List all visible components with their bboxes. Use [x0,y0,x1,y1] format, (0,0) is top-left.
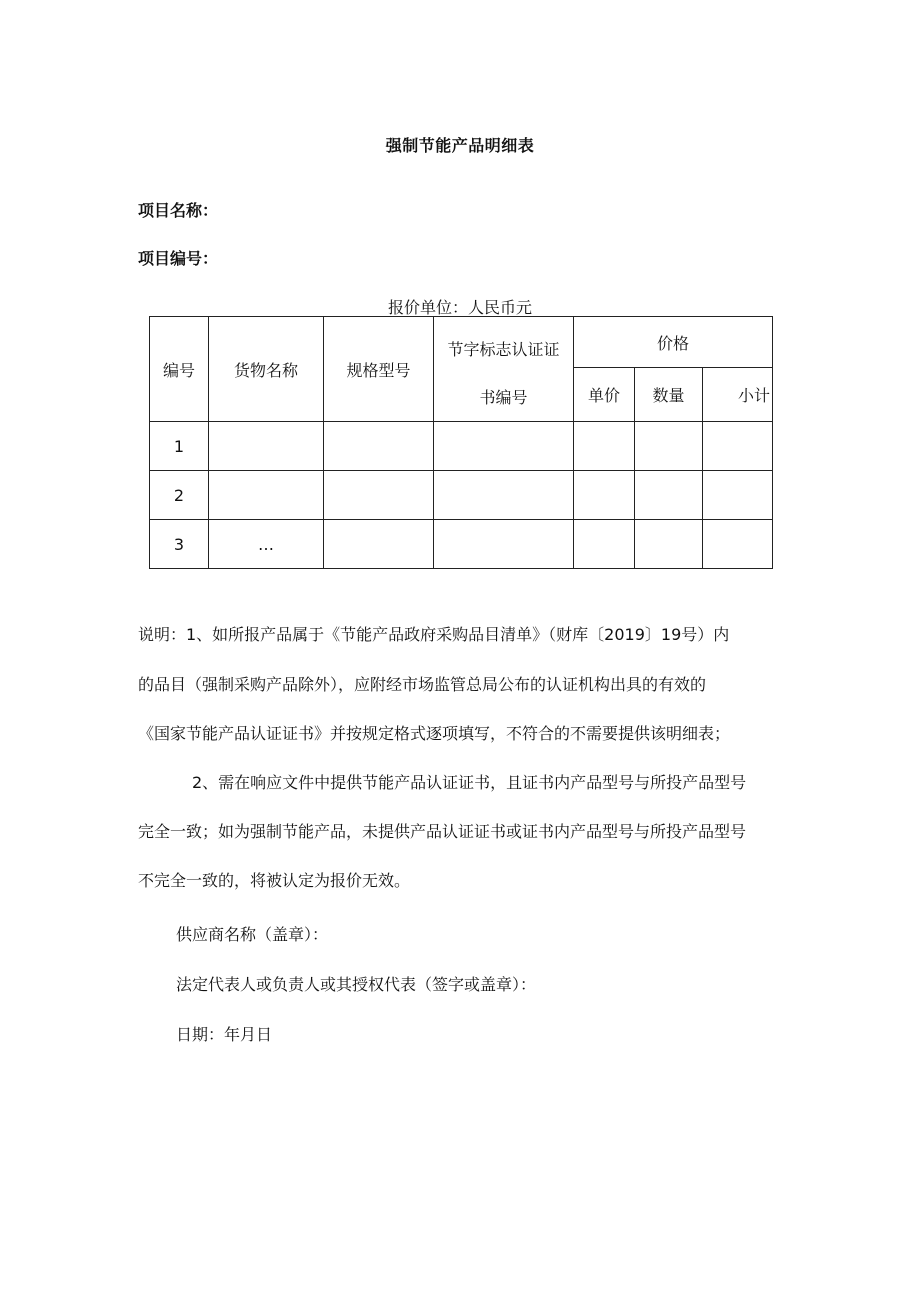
header-unit-price: 单价 [574,368,635,422]
header-no: 编号 [150,317,209,422]
note-line-5: 完全一致；如为强制节能产品，未提供产品认证证书或证书内产品型号与所投产品型号 [138,822,747,841]
row-quantity [635,471,703,520]
header-cert-line2: 书编号 [479,388,528,407]
note-line-6: 不完全一致的，将被认定为报价无效。 [138,871,411,890]
row-unit-price [574,422,635,471]
header-cert-number [434,317,574,422]
representative-label: 法定代表人或负责人或其授权代表（签字或盖章）： [176,975,537,994]
header-row-top [150,317,773,368]
header-quantity: 数量 [635,368,703,422]
currency-unit: 报价单位：人民币元 [387,298,532,317]
date-label: 日期：年月日 [176,1025,273,1044]
row-cert-number [434,422,574,471]
note-line-3: 《国家节能产品认证证书》并按规定格式逐项填写，不符合的不需要提供该明细表； [138,724,731,743]
table-row [150,520,773,569]
table-row [150,422,773,471]
header-cert-line1: 节字标志认证证 [447,340,560,359]
detail-table [149,316,773,569]
supplier-name-label: 供应商名称（盖章）： [176,925,329,944]
row-unit-price [574,520,635,569]
row-spec-model [324,471,434,520]
row-quantity [635,422,703,471]
header-spec-model: 规格型号 [324,317,434,422]
header-price: 价格 [574,317,773,368]
row-goods-name [209,422,324,471]
row-goods-name: … [209,520,324,569]
note-line-1: 说明：1、如所报产品属于《节能产品政府采购品目清单》（财库〔2019〕19号）内 [138,625,730,644]
row-unit-price [574,471,635,520]
table-row [150,471,773,520]
row-goods-name [209,471,324,520]
row-spec-model [324,520,434,569]
row-spec-model [324,422,434,471]
row-subtotal [703,422,773,471]
project-name-label: 项目名称： [138,201,219,220]
row-no: 3 [150,520,209,569]
note-line-4: 2、需在响应文件中提供节能产品认证证书，且证书内产品型号与所投产品型号 [192,773,747,792]
row-no: 1 [150,422,209,471]
row-quantity [635,520,703,569]
row-subtotal [703,520,773,569]
project-code-label: 项目编号： [138,249,219,268]
note-line-2: 的品目（强制采购产品除外），应附经市场监管总局公布的认证机构出具的有效的 [138,675,707,694]
header-subtotal: 小计 [703,368,773,422]
header-goods-name: 货物名称 [209,317,324,422]
row-cert-number [434,520,574,569]
row-cert-number [434,471,574,520]
page-title: 强制节能产品明细表 [385,136,535,155]
row-no: 2 [150,471,209,520]
row-subtotal [703,471,773,520]
